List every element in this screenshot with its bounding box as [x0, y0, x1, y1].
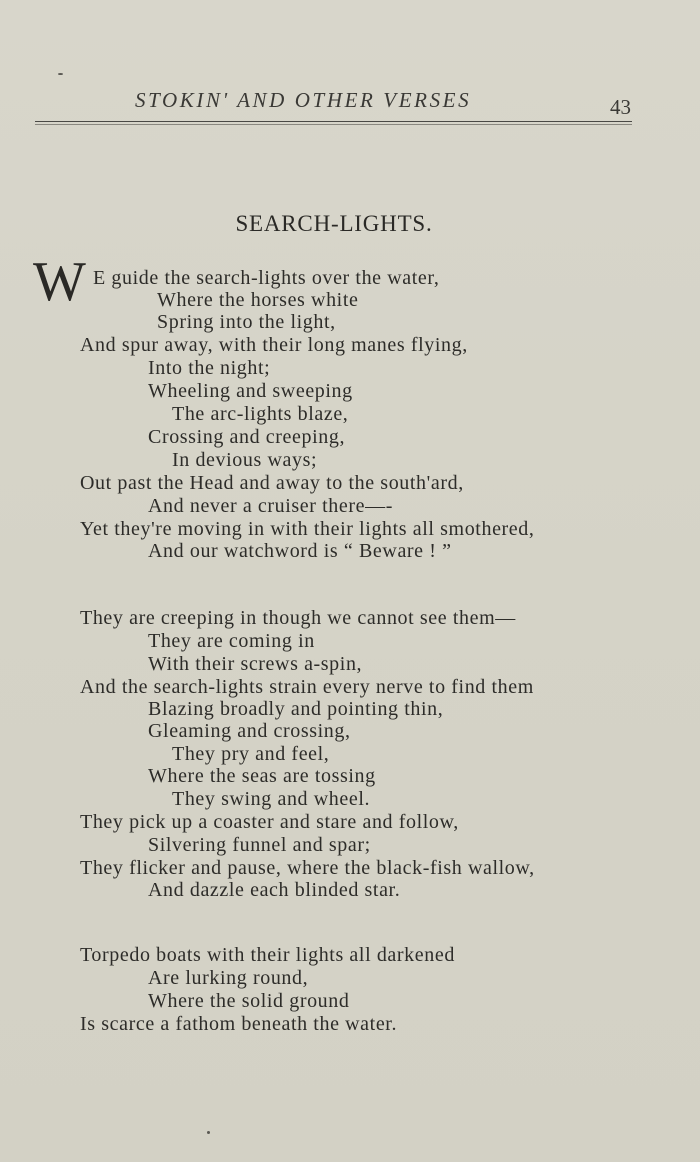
drop-cap: W: [33, 251, 86, 313]
poem-line: In devious ways;: [172, 449, 318, 471]
paper-speck: [207, 1131, 210, 1134]
poem-line: They are creeping in though we cannot see them—: [80, 607, 516, 629]
poem-line: Out past the Head and away to the south'ard,: [80, 472, 464, 494]
page-number: 43: [610, 95, 631, 119]
poem-line: And the search-lights strain every nerve to find them: [80, 676, 534, 698]
poem-line: And dazzle each blinded star.: [148, 879, 401, 901]
poem-line: Torpedo boats with their lights all darkened: [80, 944, 455, 966]
header-rule-secondary: [35, 124, 632, 125]
poem-line: E guide the search-lights over the water,: [93, 267, 440, 289]
poem-line: They flicker and pause, where the black-fish wallow,: [80, 857, 535, 879]
running-title: STOKIN' AND OTHER VERSES: [135, 88, 472, 112]
poem-line: Spring into the light,: [157, 311, 336, 333]
poem-line: The arc-lights blaze,: [172, 403, 349, 425]
poem-line: Where the seas are tossing: [148, 765, 376, 787]
poem-line: They are coming in: [148, 630, 315, 652]
poem-line: Into the night;: [148, 357, 271, 379]
poem-line: They pry and feel,: [172, 743, 330, 765]
poem-line: With their screws a-spin,: [148, 653, 363, 675]
poem-line: They pick up a coaster and stare and follow,: [80, 811, 459, 833]
poem-line: Are lurking round,: [148, 967, 309, 989]
poem-line: Blazing broadly and pointing thin,: [148, 698, 444, 720]
poem-line: And spur away, with their long manes flying,: [80, 334, 468, 356]
poem-line: Is scarce a fathom beneath the water.: [80, 1013, 398, 1035]
paper-speck: [58, 73, 63, 75]
poem-line: And never a cruiser there—-: [148, 495, 393, 517]
poem-line: They swing and wheel.: [172, 788, 371, 810]
header-rule: [35, 121, 632, 122]
poem-line: Yet they're moving in with their lights all smothered,: [80, 518, 535, 540]
poem-line: Where the solid ground: [148, 990, 350, 1012]
poem-line: And our watchword is “ Beware ! ”: [148, 540, 452, 562]
poem-line: Crossing and creeping,: [148, 426, 346, 448]
poem-line: Silvering funnel and spar;: [148, 834, 371, 856]
poem-line: Gleaming and crossing,: [148, 720, 351, 742]
poem-title: SEARCH-LIGHTS.: [235, 211, 433, 236]
poem-line: Where the horses white: [157, 289, 359, 311]
poem-line: Wheeling and sweeping: [148, 380, 353, 402]
